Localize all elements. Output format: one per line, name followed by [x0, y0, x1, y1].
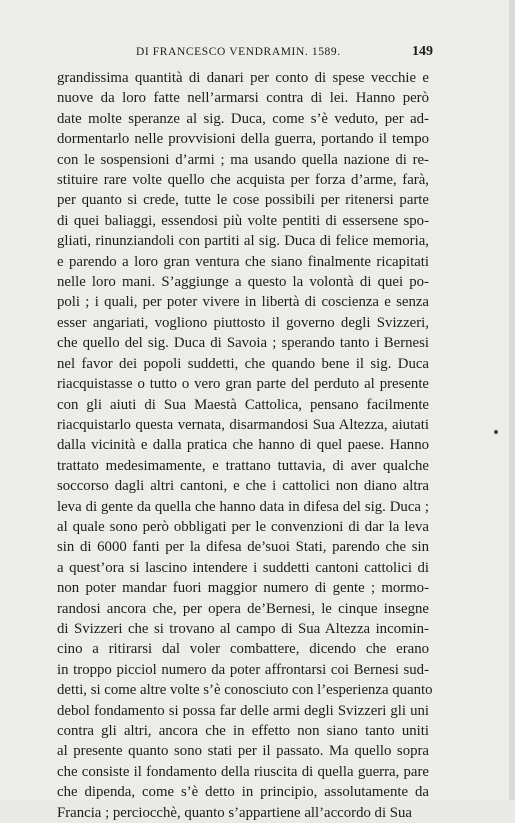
text-line: per quanto si crede, tutte le cose possibili per ritenersi parte: [57, 192, 429, 209]
text-line: Francia ; perciocchè, quanto s’appartiene all’accordo di Sua: [57, 804, 412, 821]
text-line: e parendo a loro gran ventura che siano finalmente ricapitati: [57, 253, 429, 270]
text-line: sin di 6000 fanti per la difesa de’suoi Stati, parendo che sin: [57, 539, 429, 556]
text-line: trattato medesimamente, e trattano tuttavia, di aver qualche: [57, 457, 429, 474]
ink-speck: [494, 430, 498, 434]
text-line: nelle loro mani. S’aggiunge a questo la volontà di quei po-: [57, 274, 429, 291]
text-line: contra gli altri, ancora che in effetto non siano tanto uniti: [57, 723, 429, 739]
running-head: DI FRANCESCO VENDRAMIN. 1589.: [136, 46, 341, 58]
text-line: soccorso dagli altri cantoni, e che i cattolici non diano altra: [57, 478, 429, 495]
text-line: che quello del sig. Duca di Savoia ; sperando tanto i Bernesi: [57, 335, 429, 352]
text-line: in troppo picciol numero da poter affrontarsi coi Bernesi sud-: [57, 661, 429, 678]
text-line: di quei baliaggi, essendosi più volte pentiti di essersene spo-: [57, 212, 429, 229]
text-line: al presente quanto sono stati per il passato. Ma quello sopra: [57, 743, 429, 760]
text-line: che consiste il fondamento della riuscita di quella guerra, pare: [57, 763, 429, 780]
text-line: nel favor dei popoli suddetti, che quando bene il sig. Duca: [57, 355, 429, 372]
text-line: con gli aiuti di Sua Maestà Cattolica, pensano facilmente: [57, 396, 429, 413]
page-edge-shadow: [509, 0, 515, 800]
text-line: nuove da loro fatte nell’armarsi contra di lei. Hanno però: [57, 90, 429, 107]
text-line: di Svizzeri che si trovano al campo di Sua Altezza incomin-: [57, 620, 429, 637]
page-header: [70, 44, 433, 62]
text-line: detti, si come altre volte s’è conosciuto con l’esperienza quanto: [57, 682, 433, 699]
text-line: riacquistasse o tutto o vero gran parte del perduto al presente: [57, 376, 429, 393]
text-line: stituire rare volte quello che acquista per forza d’arme, farà,: [57, 172, 429, 189]
text-line: a quest’ora si lascino intendere i suddetti cantoni cattolici di: [57, 559, 429, 576]
text-line: non poter mandar fuori maggior numero di gente ; mormo-: [57, 580, 429, 597]
text-line: riacquistarlo questa vernata, disarmandosi Sua Altezza, aiutati: [57, 416, 429, 433]
text-line: dormentarlo nelle provvisioni della guerra, portando il tempo: [57, 131, 429, 148]
page-number: 149: [412, 44, 433, 59]
text-line: esser angariati, vogliono piuttosto il governo degli Svizzeri,: [57, 314, 429, 331]
text-line: gliati, rinunziandoli con partiti al sig. Duca di felice memoria,: [57, 233, 429, 250]
text-line: grandissima quantità di danari per conto di spese vecchie e: [57, 70, 429, 86]
text-line: randosi ancora che, per opera de’Bernesi, le cinque insegne: [57, 600, 429, 617]
text-line: al quale sono però obbligati per le convenzioni di dar la leva: [57, 518, 429, 535]
text-line: poli ; i quali, per poter vivere in libertà di coscienza e senza: [57, 294, 429, 311]
body-text: [57, 68, 433, 823]
text-line: date molte speranze al sig. Duca, come s’è veduto, per ad-: [57, 110, 429, 127]
text-line: debol fondamento si possa far delle armi degli Svizzeri gli uni: [57, 702, 429, 719]
text-line: che dipenda, come s’è detto in principio, assolutamente da: [57, 784, 429, 801]
text-line: con le sospensioni d’armi ; ma usando quella nazione di re-: [57, 151, 429, 168]
text-line: cino a ritirarsi dal voler combattere, dicendo che erano: [57, 641, 429, 658]
text-line: dalla vicinità e dalla pratica che hanno di quel paese. Hanno: [57, 437, 429, 454]
text-line: leva di gente da quella che hanno data in difesa del sig. Duca ;: [57, 498, 429, 515]
